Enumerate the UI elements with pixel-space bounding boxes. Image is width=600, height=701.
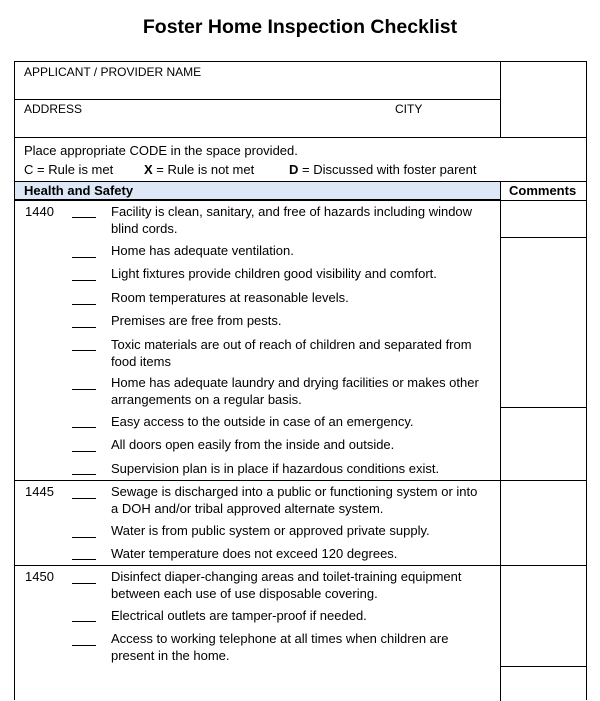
address-row-divider: [15, 137, 587, 138]
comment-cell[interactable]: [500, 237, 587, 238]
code-letter: X: [144, 162, 153, 177]
checklist-item: Water is from public system or approved private supply.: [111, 523, 430, 538]
code-blank[interactable]: [72, 389, 96, 390]
rule-number-1440: 1440: [25, 204, 54, 219]
code-blank[interactable]: [72, 257, 96, 258]
group-divider-1445: [15, 480, 500, 481]
checklist-item: Toxic materials are out of reach of children and separated from food items: [111, 337, 472, 369]
comments-header: Comments: [509, 183, 577, 198]
checklist-item: All doors open easily from the inside and outside.: [111, 437, 395, 452]
code-blank[interactable]: [72, 621, 96, 622]
comment-cell[interactable]: [500, 407, 587, 408]
rule-number-1450: 1450: [25, 569, 54, 584]
checklist-item: Supervision plan is in place if hazardous conditions exist.: [111, 461, 440, 476]
comment-cell[interactable]: [500, 666, 587, 667]
section-bottom-line: [15, 200, 587, 201]
code-x: [144, 162, 254, 178]
checklist-item: Room temperatures at reasonable levels.: [111, 290, 349, 305]
inspection-form: [14, 61, 587, 700]
checklist-item: Home has adequate ventilation.: [111, 243, 294, 258]
section-title: Health and Safety: [24, 183, 134, 198]
section-top-line: [15, 181, 587, 182]
code-c: [24, 162, 113, 178]
code-blank[interactable]: [72, 327, 96, 328]
code-d: [289, 162, 477, 178]
checklist-item: Premises are free from pests.: [111, 313, 282, 328]
code-meaning: = Rule is not met: [152, 162, 255, 177]
code-blank[interactable]: [72, 217, 96, 218]
checklist-item: Light fixtures provide children good visibility and comfort.: [111, 266, 437, 281]
code-meaning: = Discussed with foster parent: [298, 162, 477, 177]
group-divider-1450: [15, 565, 500, 566]
code-blank[interactable]: [72, 427, 96, 428]
code-letter: C: [24, 162, 34, 177]
code-blank[interactable]: [72, 451, 96, 452]
checklist-item: Sewage is discharged into a public or functioning system or into a DOH and/or tribal approved alternate system.: [111, 484, 478, 516]
checklist-item: Facility is clean, sanitary, and free of hazards including window blind cords.: [111, 204, 473, 236]
checklist-item: Access to working telephone at all times when children are present in the home.: [111, 631, 449, 663]
code-blank[interactable]: [72, 350, 96, 351]
comment-cell[interactable]: [500, 565, 587, 566]
code-blank[interactable]: [72, 559, 96, 560]
applicant-row-divider: [15, 99, 500, 100]
checklist-item: Electrical outlets are tamper-proof if needed.: [111, 608, 367, 623]
instructions-text: Place appropriate CODE in the space provided.: [24, 143, 298, 158]
checklist-item: Disinfect diaper-changing areas and toilet-training equipment between each use of use disposable covering.: [111, 569, 462, 601]
code-meaning: = Rule is met: [33, 162, 114, 177]
comment-cell[interactable]: [500, 480, 587, 481]
city-label: CITY: [395, 102, 423, 116]
checklist-item: Easy access to the outside in case of an emergency.: [111, 414, 414, 429]
address-label: ADDRESS: [24, 102, 83, 116]
code-blank[interactable]: [72, 280, 96, 281]
rule-number-1445: 1445: [25, 484, 54, 499]
page-title: Foster Home Inspection Checklist: [142, 16, 458, 38]
code-letter: D: [289, 162, 299, 177]
checklist-item: Water temperature does not exceed 120 degrees.: [111, 546, 398, 561]
code-blank[interactable]: [72, 474, 96, 475]
code-blank[interactable]: [72, 498, 96, 499]
code-blank[interactable]: [72, 304, 96, 305]
code-blank[interactable]: [72, 583, 96, 584]
code-blank[interactable]: [72, 537, 96, 538]
applicant-label: APPLICANT / PROVIDER NAME: [24, 65, 202, 79]
checklist-item: Home has adequate laundry and drying facilities or makes other arrangements on a regular basis.: [111, 375, 479, 407]
name-field-divider: [500, 62, 501, 138]
code-blank[interactable]: [72, 645, 96, 646]
